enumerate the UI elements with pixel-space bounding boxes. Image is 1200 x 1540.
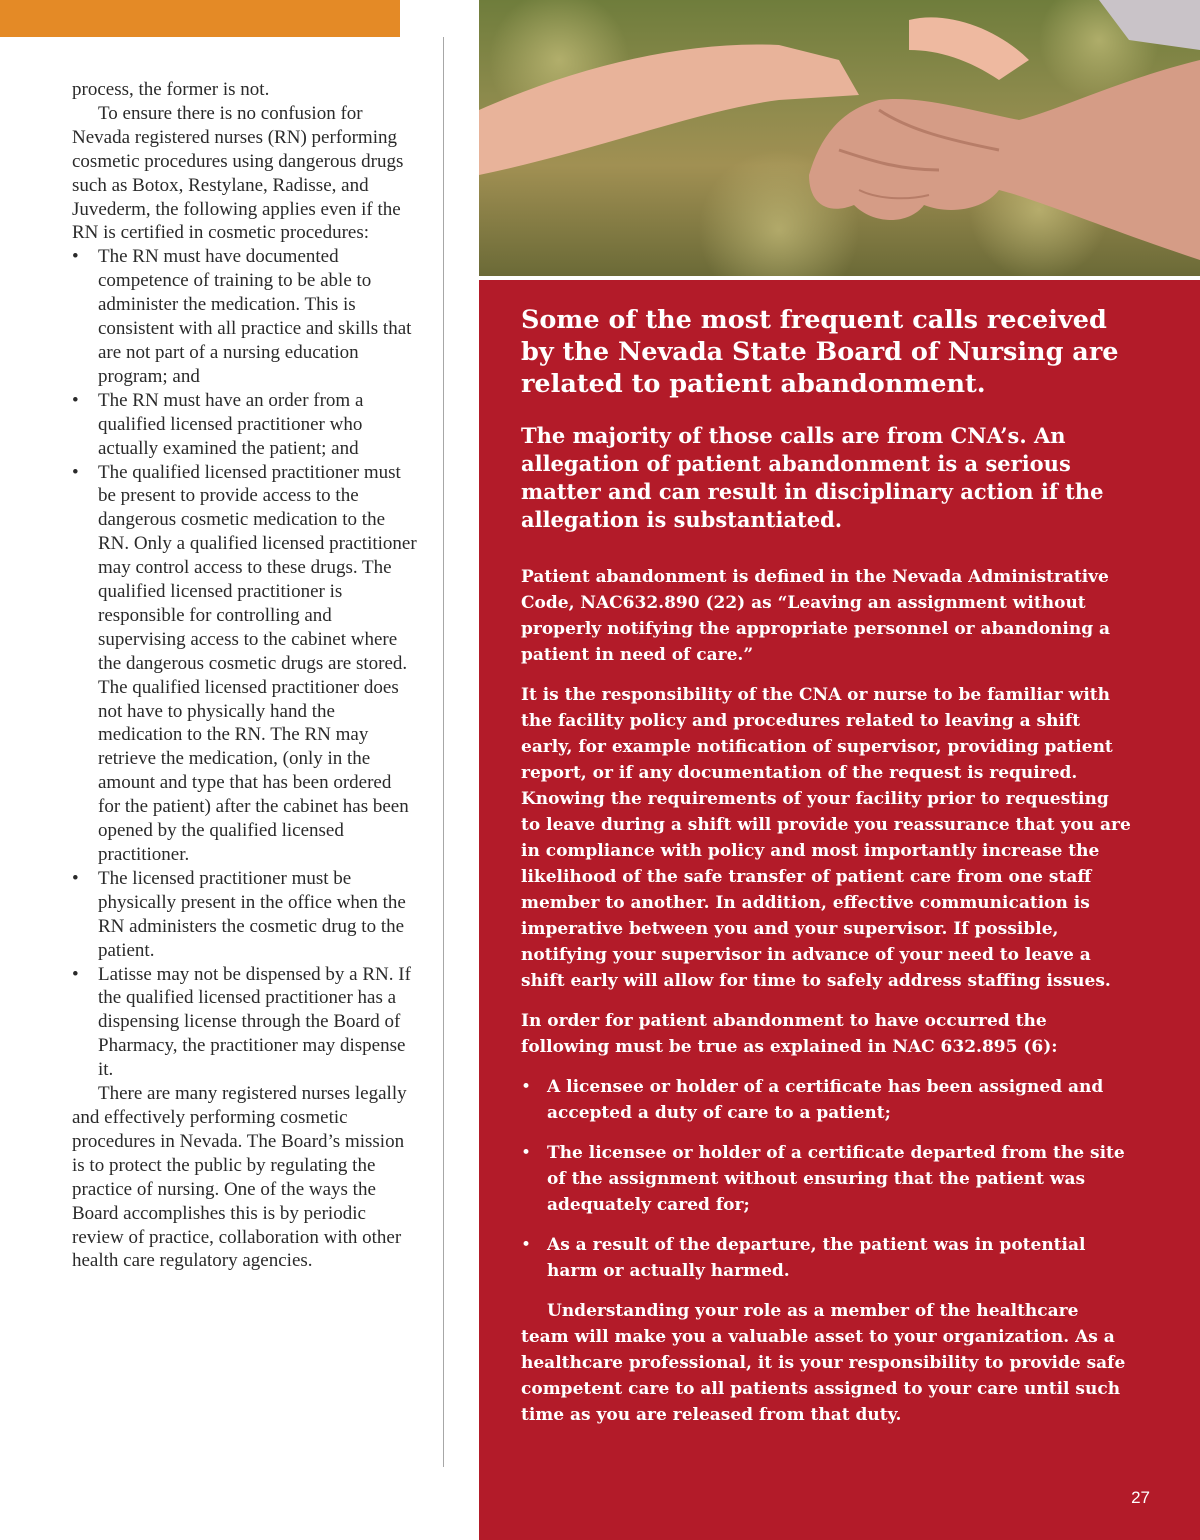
page-number: 27	[1131, 1488, 1150, 1507]
list-item: • The licensee or holder of a certificate departed from the site of the assignment without ensuring that the patient was adequately cared for;	[521, 1140, 1131, 1218]
list-item: • The licensed practitioner must be physically present in the office when the RN administers the cosmetic drug to the patient.	[72, 867, 406, 961]
bullet-icon: •	[72, 963, 79, 985]
list-item: • As a result of the departure, the patient was in potential harm or actually harmed.	[521, 1232, 1131, 1284]
left-article-column	[72, 78, 417, 1273]
intro-text: process, the former is not.	[72, 79, 270, 100]
list-item: • A licensee or holder of a certificate has been assigned and accepted a duty of care to a patient;	[521, 1074, 1131, 1126]
bullet-icon: •	[72, 461, 79, 483]
bullet-icon: •	[521, 1235, 532, 1255]
definition-paragraph: Patient abandonment is defined in the Nevada Administrative Code, NAC632.890 (22) as “Leaving an assignment without properly notifying the appropriate personnel or abandoning a patient in need of care.”	[521, 567, 1111, 665]
patient-abandonment-panel	[479, 280, 1200, 1540]
list-item: • The qualified licensed practitioner must be present to provide access to the dangerous cosmetic medication to the RN. Only a qualified licensed practitioner may control access to these drugs. The qualified licensed practitioner is responsible for controlling and supervising access to the cabinet where the dangerous cosmetic drugs are stored. The qualified licensed practitioner does not have to physically hand the medication to the RN. The RN may retrieve the medication, (only in the amount and type that has been ordered for the patient) after the cabinet has been opened by the qualified licensed practitioner.	[72, 461, 417, 865]
panel-subheading: The majority of those calls are from CNA’s. An allegation of patient abandonment is a serious matter and can result in disciplinary action if the allegation is substantiated.	[521, 423, 1104, 532]
bullet-icon: •	[72, 246, 79, 268]
conditions-intro: In order for patient abandonment to have occurred the following must be true as explained in NAC 632.895 (6):	[521, 1011, 1058, 1057]
abandonment-conditions-list	[521, 1074, 1131, 1284]
bullet-icon: •	[521, 1077, 532, 1097]
bullet-icon: •	[72, 389, 79, 411]
bullet-icon: •	[72, 867, 79, 889]
bullet-icon: •	[521, 1143, 532, 1163]
holding-hands-photo	[479, 0, 1200, 276]
list-item: • Latisse may not be dispensed by a RN. If the qualified licensed practitioner has a dispensing license through the Board of Pharmacy, the practitioner may dispense it.	[72, 963, 411, 1081]
list-item: • The RN must have documented competence of training to be able to administer the medication. This is consistent with all practice and skills that are not part of a nursing education program; and	[72, 246, 412, 387]
responsibility-paragraph: It is the responsibility of the CNA or nurse to be familiar with the facility policy and procedures related to leaving a shift early, for example notification of supervisor, providing patient report, or if any documentation of the request is required. Knowing the requirements of your facility prior to requesting to leave during a shift will provide you reassurance that you are in compliance with policy and most importantly increase the likelihood of the safe transfer of patient care from one staff member to another. In addition, effective communication is imperative between you and your supervisor. If possible, notifying your supervisor in advance of your need to leave a shift early will allow for time to safely address staffing issues.	[521, 685, 1131, 991]
list-item: • The RN must have an order from a qualified licensed practitioner who actually examined the patient; and	[72, 389, 364, 459]
board-mission-paragraph: There are many registered nurses legally and effectively performing cosmetic procedures in Nevada. The Board’s mission is to protect the public by regulating the practice of nursing. One of the ways the Board accomplishes this is by periodic review of practice, collaboration with other health care regulatory agencies.	[72, 1083, 407, 1272]
header-accent-bar	[0, 0, 400, 37]
closing-paragraph: Understanding your role as a member of the healthcare team will make you a valuable asset to your organization. As a healthcare professional, it is your responsibility to provide safe competent care to all patients assigned to your care until such time as you are released from that duty.	[521, 1301, 1126, 1425]
requirements-list	[72, 245, 417, 1082]
panel-heading: Some of the most frequent calls received by the Nevada State Board of Nursing are related to patient abandonment.	[521, 305, 1119, 399]
cosmetic-procedures-paragraph: To ensure there is no confusion for Nevada registered nurses (RN) performing cosmetic procedures using dangerous drugs such as Botox, Restylane, Radisse, and Juvederm, the following applies even if the RN is certified in cosmetic procedures:	[72, 102, 404, 244]
column-divider	[443, 37, 444, 1467]
